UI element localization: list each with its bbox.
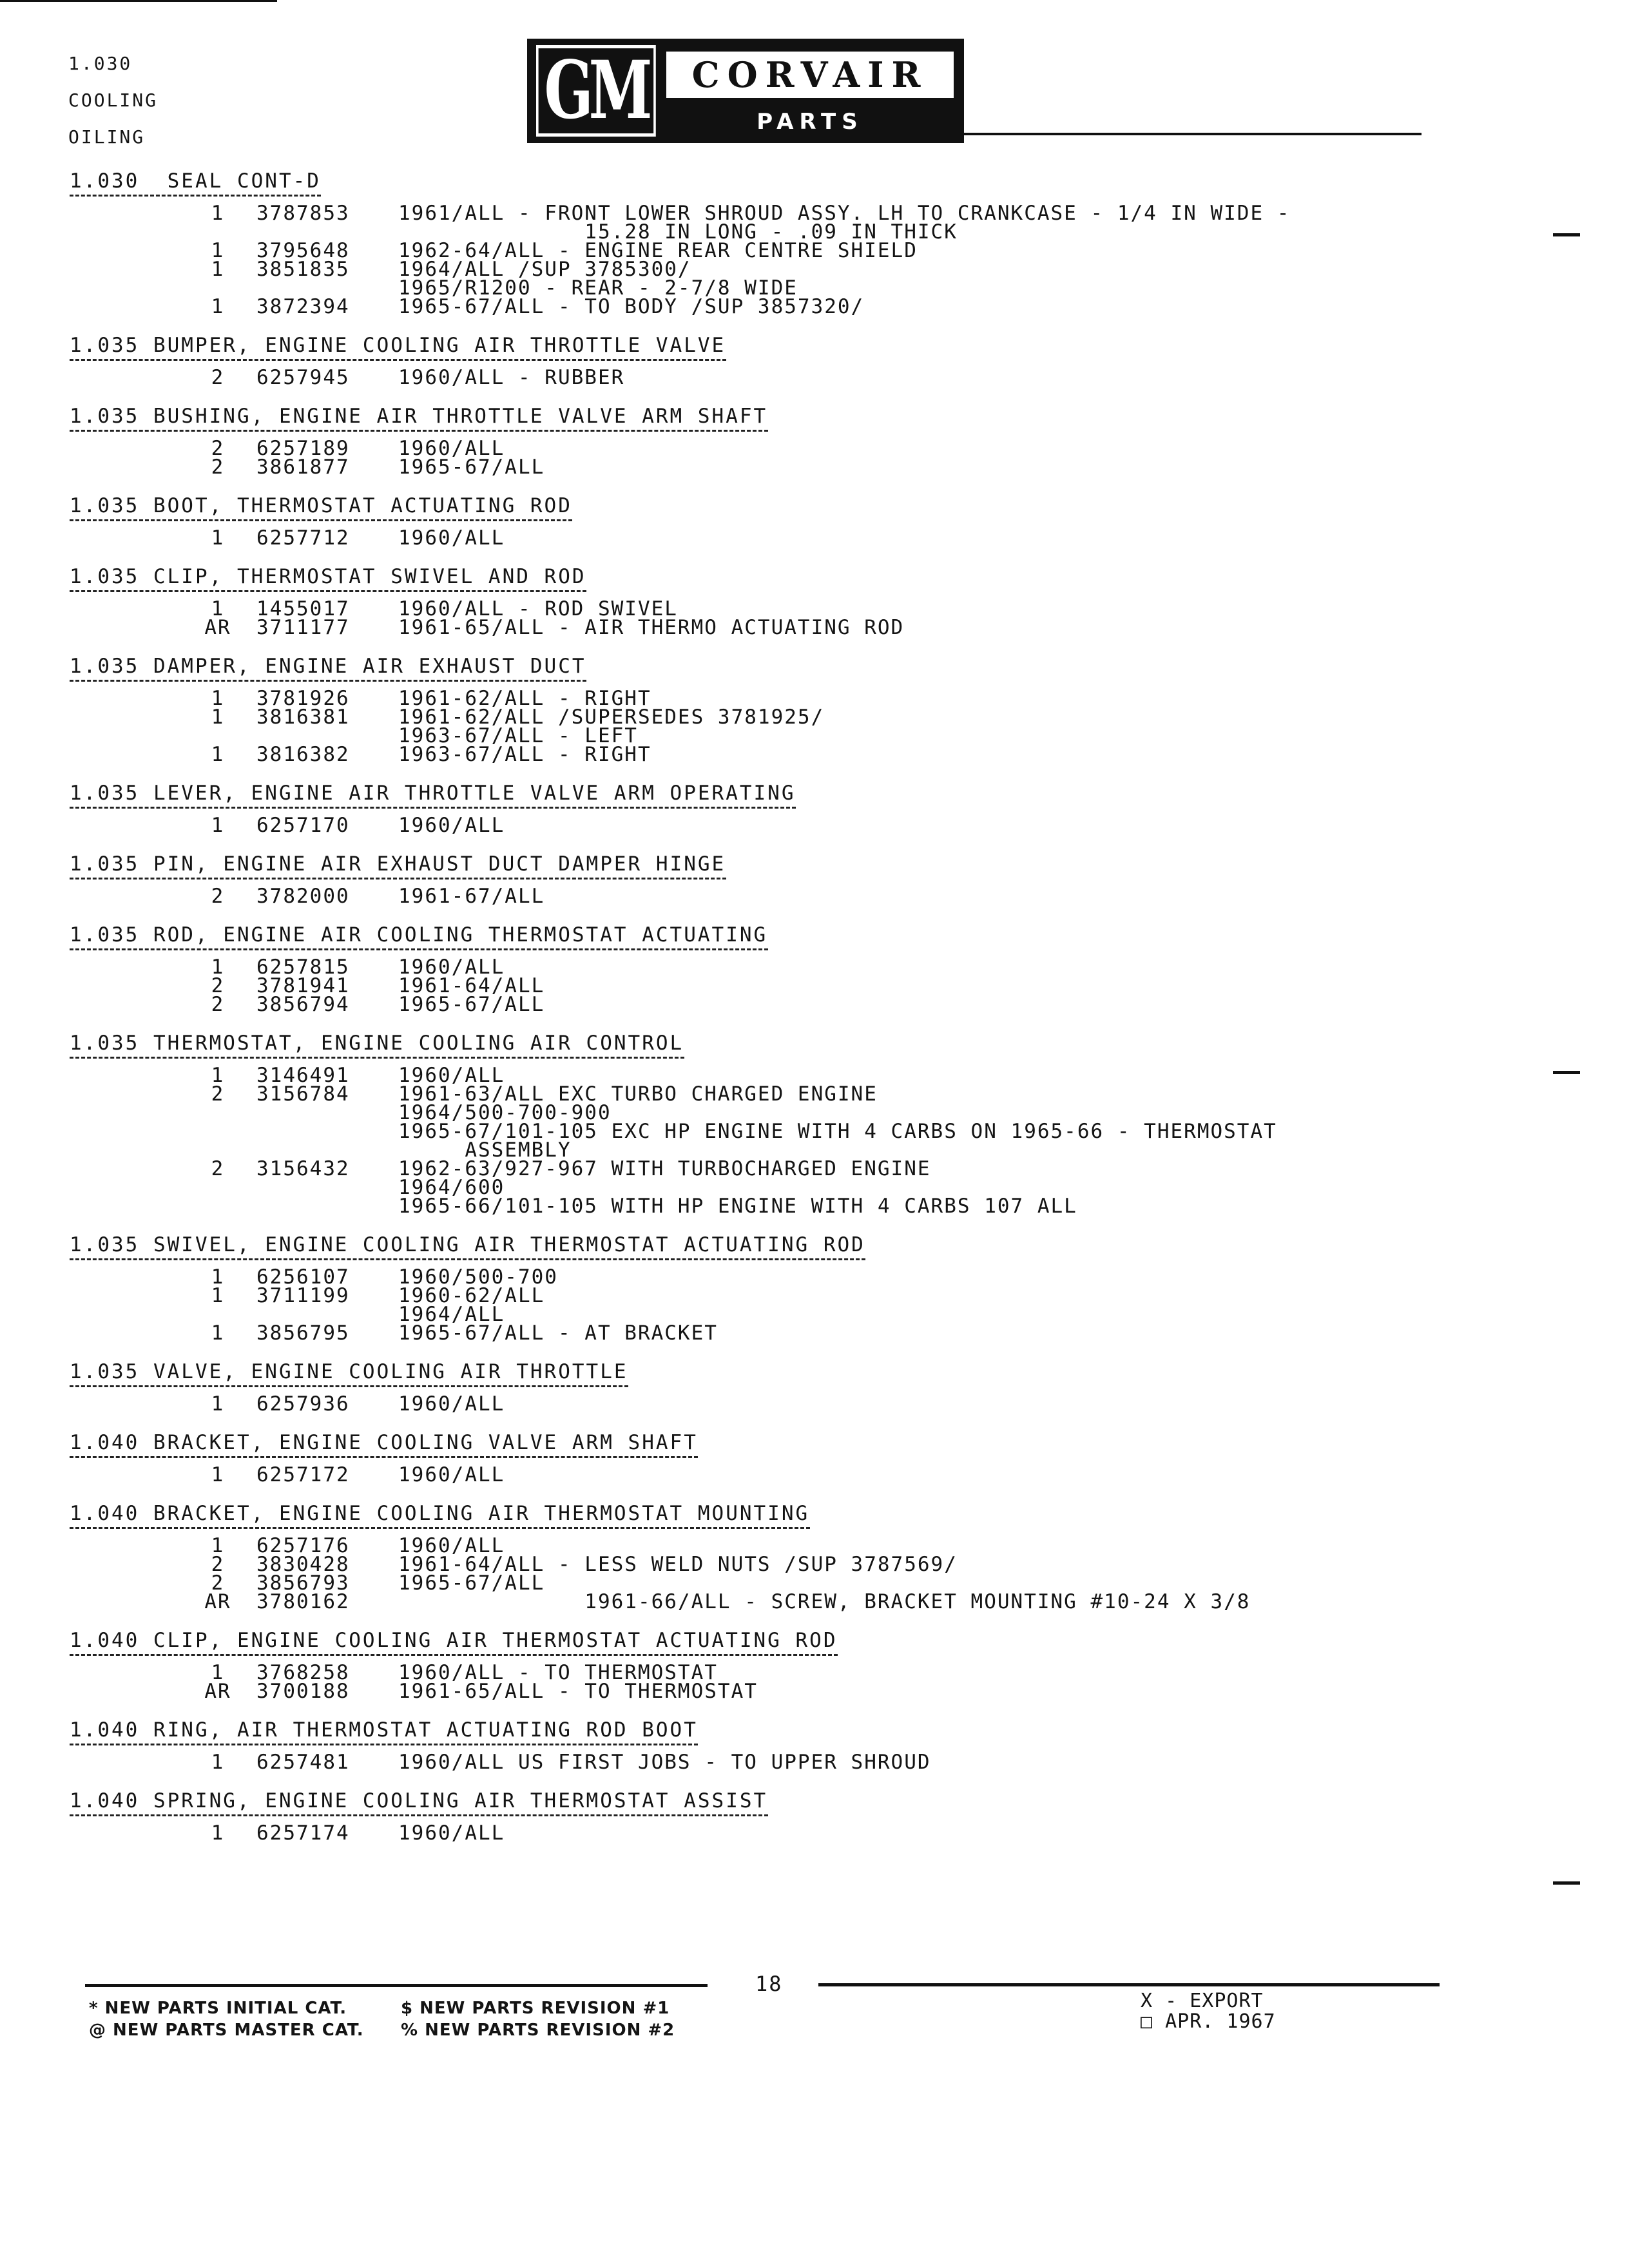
heading-underline xyxy=(70,1057,684,1059)
part-number xyxy=(256,1122,398,1141)
part-row xyxy=(179,958,1391,977)
part-row xyxy=(179,1157,1391,1180)
legend-item: □ APR. 1967 xyxy=(1141,2010,1276,2033)
part-quantity: 1 xyxy=(211,239,225,262)
part-number: 3781926 xyxy=(256,687,350,710)
margin-tick xyxy=(1553,1881,1580,1885)
part-row xyxy=(179,366,1391,389)
part-row xyxy=(179,724,1391,747)
part-description: 1961-64/ALL xyxy=(398,974,545,997)
part-number: 3830428 xyxy=(256,1553,350,1576)
part-quantity: 1 xyxy=(211,597,225,620)
part-quantity: 1 xyxy=(211,202,225,225)
heading-underline xyxy=(70,1456,698,1458)
part-quantity: 1 xyxy=(211,1284,225,1307)
part-description: 1960/500-700 xyxy=(398,1265,558,1289)
part-number: 3856794 xyxy=(256,993,350,1016)
heading-underline xyxy=(70,807,796,809)
part-quantity: 2 xyxy=(211,456,225,479)
section-heading: 1.040 CLIP, ENGINE COOLING AIR THERMOSTAT ACTUATING ROD xyxy=(70,1629,838,1652)
part-number: 6256107 xyxy=(256,1265,350,1289)
parts-section xyxy=(70,404,1391,477)
part-row xyxy=(179,1305,1391,1324)
part-description: 1965-67/ALL xyxy=(398,456,545,479)
part-number: 6257945 xyxy=(256,366,350,389)
part-quantity: 2 xyxy=(211,366,225,389)
part-number: 3861877 xyxy=(256,456,350,479)
part-row xyxy=(179,708,1391,727)
part-row xyxy=(179,1682,1391,1701)
heading-underline xyxy=(70,1527,810,1529)
heading-underline xyxy=(70,359,726,361)
parts-list xyxy=(179,366,1391,389)
part-quantity: 2 xyxy=(211,437,225,460)
part-quantity: 1 xyxy=(211,295,225,318)
part-description: 1960/ALL xyxy=(398,1534,505,1557)
parts-section xyxy=(70,1789,1391,1843)
part-number: 6257712 xyxy=(256,526,350,550)
part-row xyxy=(179,239,1391,262)
part-description: 1960/ALL xyxy=(398,1392,505,1416)
part-row xyxy=(179,458,1391,477)
header-rule xyxy=(964,133,1422,135)
part-description: 1961-67/ALL xyxy=(398,885,545,908)
section-name-oiling: OILING xyxy=(68,126,146,148)
legend-item: % NEW PARTS REVISION #2 xyxy=(401,2021,675,2040)
part-quantity: 1 xyxy=(211,814,225,837)
part-description: 1964/ALL /SUP 3785300/ xyxy=(398,258,691,281)
part-number: 3782000 xyxy=(256,885,350,908)
part-row xyxy=(179,1463,1391,1486)
parts-list xyxy=(179,958,1391,1014)
section-code: 1.030 xyxy=(68,53,133,74)
part-description: 1961-62/ALL /SUPERSEDES 3781925/ xyxy=(398,706,825,729)
section-heading: 1.035 DAMPER, ENGINE AIR EXHAUST DUCT xyxy=(70,655,586,678)
part-quantity: AR xyxy=(204,1680,231,1703)
legend-item: X - EXPORT xyxy=(1141,1990,1264,2012)
part-description: 1964/500-700-900 xyxy=(398,1101,612,1124)
parts-list xyxy=(179,1753,1391,1772)
parts-list xyxy=(179,204,1391,316)
part-row xyxy=(179,526,1391,550)
part-description: 1961-65/ALL - AIR THERMO ACTUATING ROD xyxy=(398,616,905,639)
parts-section xyxy=(70,1360,1391,1414)
part-row xyxy=(179,1753,1391,1772)
section-heading: 1.030 SEAL CONT-D xyxy=(70,169,321,193)
part-description: 1960/ALL US FIRST JOBS - TO UPPER SHROUD xyxy=(398,1751,931,1774)
part-row xyxy=(179,1265,1391,1289)
part-quantity: 1 xyxy=(211,1463,225,1486)
heading-underline xyxy=(70,590,586,592)
part-quantity xyxy=(179,1104,256,1122)
part-quantity: 1 xyxy=(211,1321,225,1345)
heading-underline xyxy=(70,1814,768,1816)
part-row xyxy=(179,1284,1391,1307)
parts-list xyxy=(179,1534,1391,1613)
parts-section xyxy=(70,654,1391,764)
part-number: 3780162 xyxy=(256,1590,350,1613)
part-number: 3816381 xyxy=(256,706,350,729)
legend-item: * NEW PARTS INITIAL CAT. xyxy=(89,1999,347,2018)
part-number xyxy=(256,1178,398,1197)
heading-underline xyxy=(70,878,726,879)
part-number: 3856795 xyxy=(256,1321,350,1345)
parts-list xyxy=(179,1661,1391,1703)
section-heading: 1.040 BRACKET, ENGINE COOLING AIR THERMOSTAT MOUNTING xyxy=(70,1502,810,1525)
part-number: 3156784 xyxy=(256,1082,350,1106)
section-heading: 1.040 BRACKET, ENGINE COOLING VALVE ARM SHAFT xyxy=(70,1431,698,1454)
part-number: 3787853 xyxy=(256,202,350,225)
part-row xyxy=(179,439,1391,458)
parts-section xyxy=(70,494,1391,548)
part-quantity: 1 xyxy=(211,1661,225,1684)
part-row xyxy=(179,1555,1391,1574)
part-row xyxy=(179,1321,1391,1345)
part-row xyxy=(179,1590,1391,1613)
part-description: 1965-66/101-105 WITH HP ENGINE WITH 4 CARBS 107 ALL xyxy=(398,1195,1077,1218)
heading-underline xyxy=(70,1654,838,1656)
part-number: 6257815 xyxy=(256,956,350,979)
part-quantity: 1 xyxy=(211,258,225,281)
part-row xyxy=(179,295,1391,318)
part-quantity xyxy=(179,1197,256,1216)
part-description: 1963-67/ALL - LEFT xyxy=(398,724,638,747)
logo-brand: CORVAIR xyxy=(666,52,954,98)
part-row xyxy=(179,887,1391,906)
parts-section xyxy=(70,333,1391,387)
part-description: 1961-65/ALL - TO THERMOSTAT xyxy=(398,1680,758,1703)
parts-section xyxy=(70,923,1391,1014)
parts-list xyxy=(179,1265,1391,1345)
heading-underline xyxy=(70,680,586,682)
part-number: 3816382 xyxy=(256,743,350,766)
section-heading: 1.035 BOOT, THERMOSTAT ACTUATING ROD xyxy=(70,494,572,517)
heading-underline xyxy=(70,1744,698,1745)
part-description: 1965/R1200 - REAR - 2-7/8 WIDE xyxy=(398,276,798,300)
parts-section xyxy=(70,169,1391,316)
part-quantity xyxy=(179,1122,256,1141)
part-number: 6257936 xyxy=(256,1392,350,1416)
parts-list xyxy=(179,1392,1391,1416)
part-description: 1965-67/ALL xyxy=(398,993,545,1016)
legend-revisions xyxy=(401,1997,675,2041)
part-number: 3711177 xyxy=(256,616,350,639)
part-description: 1960-62/ALL xyxy=(398,1284,545,1307)
parts-list xyxy=(179,439,1391,477)
part-quantity: 2 xyxy=(211,1157,225,1180)
part-quantity: 1 xyxy=(211,1821,225,1845)
parts-list xyxy=(179,887,1391,906)
part-description: 1960/ALL xyxy=(398,1821,505,1845)
parts-section xyxy=(70,1718,1391,1772)
section-heading: 1.035 ROD, ENGINE AIR COOLING THERMOSTAT ACTUATING xyxy=(70,923,768,947)
part-number: 3700188 xyxy=(256,1680,350,1703)
part-number: 3156432 xyxy=(256,1157,350,1180)
part-quantity: 2 xyxy=(211,1571,225,1595)
part-description: 1965-67/ALL - AT BRACKET xyxy=(398,1321,718,1345)
margin-tick xyxy=(1553,233,1580,236)
part-number: 3872394 xyxy=(256,295,350,318)
part-number: 3795648 xyxy=(256,239,350,262)
part-number: 3781941 xyxy=(256,974,350,997)
parts-section xyxy=(70,1233,1391,1343)
section-codes xyxy=(68,45,158,155)
part-quantity: 1 xyxy=(211,1265,225,1289)
part-row xyxy=(179,616,1391,639)
part-description: 1961-62/ALL - RIGHT xyxy=(398,687,651,710)
part-number: 6257189 xyxy=(256,437,350,460)
part-description: 1960/ALL xyxy=(398,1463,505,1486)
part-row xyxy=(179,1392,1391,1416)
part-row xyxy=(179,974,1391,997)
part-quantity: 2 xyxy=(211,885,225,908)
legend-initial-master xyxy=(89,1997,364,2041)
section-heading: 1.035 LEVER, ENGINE AIR THROTTLE VALVE ARM OPERATING xyxy=(70,782,796,805)
legend-export-date xyxy=(1141,1991,1276,2032)
gm-logo-mark: GM xyxy=(536,45,656,137)
part-description: 1961-64/ALL - LESS WELD NUTS /SUP 3787569/ xyxy=(398,1553,958,1576)
part-number xyxy=(256,1197,398,1216)
part-description: 1960/ALL xyxy=(398,956,505,979)
part-description: 1965-67/101-105 EXC HP ENGINE WITH 4 CARBS ON 1965-66 - THERMOSTAT xyxy=(398,1120,1277,1143)
heading-underline xyxy=(70,195,321,197)
heading-underline xyxy=(70,1258,865,1260)
part-quantity: AR xyxy=(204,616,231,639)
part-quantity: 2 xyxy=(211,1082,225,1106)
part-description: 1960/ALL xyxy=(398,526,505,550)
part-description: 1964/ALL xyxy=(398,1303,505,1326)
part-description: 1960/ALL xyxy=(398,1064,505,1087)
part-quantity: 1 xyxy=(211,706,225,729)
part-row xyxy=(179,1082,1391,1106)
part-number: 6257176 xyxy=(256,1534,350,1557)
heading-underline xyxy=(70,948,768,950)
parts-list xyxy=(179,1821,1391,1845)
part-description: 1964/600 xyxy=(398,1176,505,1199)
part-quantity: 1 xyxy=(211,743,225,766)
part-number: 3711199 xyxy=(256,1284,350,1307)
parts-list xyxy=(179,1463,1391,1486)
parts-section xyxy=(70,564,1391,637)
part-quantity: 1 xyxy=(211,1064,225,1087)
part-number: 6257174 xyxy=(256,1821,350,1845)
parts-section xyxy=(70,1628,1391,1701)
parts-list xyxy=(179,526,1391,550)
part-description: 1962-63/927-967 WITH TURBOCHARGED ENGINE xyxy=(398,1157,931,1180)
section-heading: 1.035 BUMPER, ENGINE COOLING AIR THROTTLE VALVE xyxy=(70,334,726,357)
part-quantity: 1 xyxy=(211,526,225,550)
part-quantity: 1 xyxy=(211,1751,225,1774)
part-number: 6257481 xyxy=(256,1751,350,1774)
part-row xyxy=(179,745,1391,764)
part-description: 1960/ALL - RUBBER xyxy=(398,366,625,389)
heading-underline xyxy=(70,519,572,521)
part-row xyxy=(179,1122,1391,1141)
section-heading: 1.040 RING, AIR THERMOSTAT ACTUATING ROD BOOT xyxy=(70,1718,698,1742)
part-quantity: 2 xyxy=(211,1553,225,1576)
parts-list xyxy=(179,597,1391,639)
part-quantity: 1 xyxy=(211,1392,225,1416)
part-number: 3768258 xyxy=(256,1661,350,1684)
part-quantity xyxy=(179,1178,256,1197)
parts-listing xyxy=(70,169,1391,1860)
section-heading: 1.040 SPRING, ENGINE COOLING AIR THERMOSTAT ASSIST xyxy=(70,1789,768,1812)
part-number: 3851835 xyxy=(256,258,350,281)
part-description: 1960/ALL xyxy=(398,437,505,460)
part-description: 1961-66/ALL - SCREW, BRACKET MOUNTING #10-24 X 3/8 xyxy=(398,1590,1251,1613)
section-heading: 1.035 BUSHING, ENGINE AIR THROTTLE VALVE ARM SHAFT xyxy=(70,405,768,428)
section-name-cooling: COOLING xyxy=(68,90,159,111)
parts-section xyxy=(70,1031,1391,1216)
part-quantity: AR xyxy=(204,1590,231,1613)
part-description: 1961/ALL - FRONT LOWER SHROUD ASSY. LH TO CRANKCASE - 1/4 IN WIDE - xyxy=(398,202,1291,225)
section-heading: 1.035 VALVE, ENGINE COOLING AIR THROTTLE xyxy=(70,1360,628,1383)
section-heading: 1.035 PIN, ENGINE AIR EXHAUST DUCT DAMPER HINGE xyxy=(70,852,726,876)
part-row xyxy=(179,816,1391,835)
part-description: 1965-67/ALL xyxy=(398,1571,545,1595)
page-top-rule xyxy=(0,0,277,2)
part-quantity: 1 xyxy=(211,687,225,710)
parts-list xyxy=(179,816,1391,835)
legend-item: $ NEW PARTS REVISION #1 xyxy=(401,1999,670,2018)
page-number: 18 xyxy=(755,1972,783,1996)
part-number: 3146491 xyxy=(256,1064,350,1087)
logo-subtitle: PARTS CATALOGUE xyxy=(711,109,909,167)
part-description: 1965-67/ALL - TO BODY /SUP 3857320/ xyxy=(398,295,865,318)
part-number: 6257170 xyxy=(256,814,350,837)
part-row xyxy=(179,1197,1391,1216)
part-description: 1960/ALL - TO THERMOSTAT xyxy=(398,1661,718,1684)
parts-section xyxy=(70,1501,1391,1611)
part-quantity: 1 xyxy=(211,1534,225,1557)
parts-list xyxy=(179,689,1391,764)
heading-underline xyxy=(70,1385,628,1387)
part-description: 15.28 IN LONG - .09 IN THICK xyxy=(398,220,958,244)
part-number xyxy=(256,1104,398,1122)
part-row xyxy=(179,995,1391,1014)
heading-underline xyxy=(70,430,768,432)
section-heading: 1.035 THERMOSTAT, ENGINE COOLING AIR CONTROL xyxy=(70,1032,684,1055)
parts-section xyxy=(70,1430,1391,1485)
legend-item: @ NEW PARTS MASTER CAT. xyxy=(89,2021,364,2040)
part-number: 1455017 xyxy=(256,597,350,620)
margin-tick xyxy=(1553,1071,1580,1074)
section-heading: 1.035 SWIVEL, ENGINE COOLING AIR THERMOSTAT ACTUATING ROD xyxy=(70,1233,865,1256)
parts-list xyxy=(179,1066,1391,1216)
part-description: ASSEMBLY xyxy=(398,1139,572,1162)
part-description: 1961-63/ALL EXC TURBO CHARGED ENGINE xyxy=(398,1082,878,1106)
part-row xyxy=(179,1661,1391,1684)
part-row xyxy=(179,1821,1391,1845)
part-description: 1960/ALL - ROD SWIVEL xyxy=(398,597,678,620)
part-description: 1960/ALL xyxy=(398,814,505,837)
parts-section xyxy=(70,781,1391,835)
footer-rule-left xyxy=(85,1984,708,1987)
part-quantity: 2 xyxy=(211,974,225,997)
part-quantity: 1 xyxy=(211,956,225,979)
gm-corvair-logo xyxy=(527,39,964,167)
part-description: 1963-67/ALL - RIGHT xyxy=(398,743,651,766)
footer-rule-right xyxy=(818,1983,1440,1986)
part-description: 1962-64/ALL - ENGINE REAR CENTRE SHIELD xyxy=(398,239,918,262)
part-number: 3856793 xyxy=(256,1571,350,1595)
parts-section xyxy=(70,852,1391,906)
part-number: 6257172 xyxy=(256,1463,350,1486)
section-heading: 1.035 CLIP, THERMOSTAT SWIVEL AND ROD xyxy=(70,565,586,588)
part-quantity: 2 xyxy=(211,993,225,1016)
